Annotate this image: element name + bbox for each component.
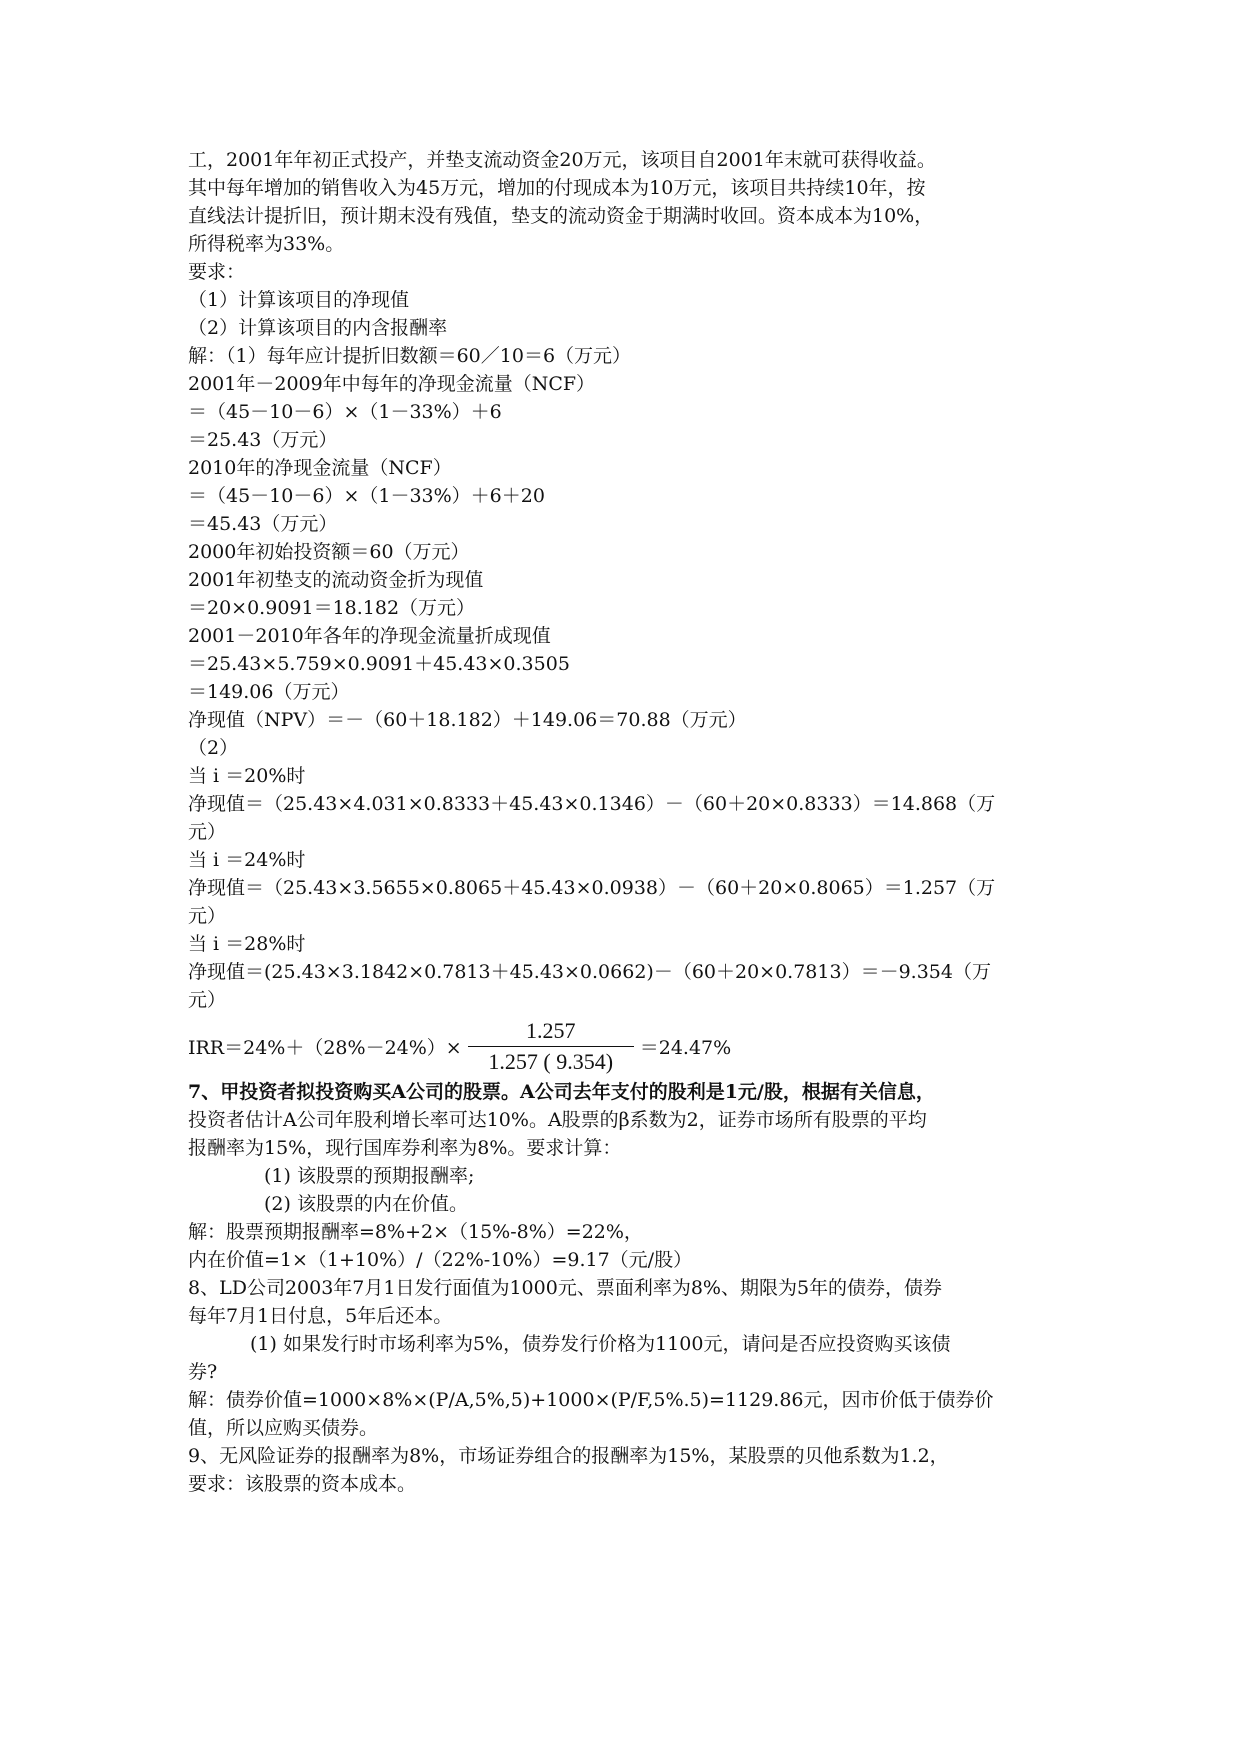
text-line: （1）计算该项目的净现值 xyxy=(188,289,410,311)
text-line: 元） xyxy=(188,821,227,843)
question-7-line: 7、甲投资者拟投资购买A公司的股票。A公司去年支付的股利是1元/股，根据有关信息， xyxy=(188,1081,935,1103)
text-line: 投资者估计A公司年股利增长率可达10%。A股票的β系数为2，证券市场所有股票的平均 xyxy=(188,1109,927,1131)
text-line: (1) 该股票的预期报酬率; xyxy=(264,1165,475,1187)
text-line: 2001年初垫支的流动资金折为现值 xyxy=(188,569,484,591)
text-line: 报酬率为15%，现行国库券利率为8%。要求计算： xyxy=(188,1137,622,1159)
text-line: 值，所以应购买债券。 xyxy=(188,1417,379,1439)
irr-denominator: 1.257 ( 9.354) xyxy=(488,1048,614,1074)
irr-numerator: 1.257 xyxy=(468,1018,634,1047)
text-line: ＝（45－10－6）×（1－33%）＋6 xyxy=(188,401,502,423)
text-line: 解：股票预期报酬率=8%+2×（15%-8%）=22%， xyxy=(188,1221,643,1243)
text-line: 要求： xyxy=(188,261,246,283)
text-line: （2）计算该项目的内含报酬率 xyxy=(188,317,448,339)
text-line: ＝25.43×5.759×0.9091＋45.43×0.3505 xyxy=(188,653,570,675)
text-line: 净现值＝（25.43×4.031×0.8333＋45.43×0.1346）－（60＋20×0.8333）＝14.868（万 xyxy=(188,793,996,815)
text-line: ＝25.43（万元） xyxy=(188,429,338,451)
irr-prefix: IRR＝24%＋（28%－24%）× xyxy=(188,1036,462,1059)
text-line: ＝（45－10－6）×（1－33%）＋6＋20 xyxy=(188,485,545,507)
text-line: （2） xyxy=(188,737,239,759)
text-line: 当 i ＝28%时 xyxy=(188,933,306,955)
irr-formula xyxy=(188,1014,1068,1078)
text-line: 元） xyxy=(188,905,227,927)
question-9-line: 9、无风险证券的报酬率为8%，市场证券组合的报酬率为15%，某股票的贝他系数为1.2， xyxy=(188,1445,949,1467)
text-line: ＝20×0.9091＝18.182（万元） xyxy=(188,597,476,619)
text-line: 直线法计提折旧，预计期末没有残值，垫支的流动资金于期满时收回。资本成本为10%， xyxy=(188,205,934,227)
text-line: ＝45.43（万元） xyxy=(188,513,338,535)
text-line: 工，2001年年初正式投产，并垫支流动资金20万元，该项目自2001年末就可获得收益。 xyxy=(188,149,936,171)
irr-suffix: ＝24.47% xyxy=(639,1036,732,1059)
text-line: 内在价值=1×（1+10%）/（22%-10%）=9.17（元/股） xyxy=(188,1249,693,1271)
question-8-line: 8、LD公司2003年7月1日发行面值为1000元、票面利率为8%、期限为5年的债券，债券 xyxy=(188,1277,943,1299)
text-line: 要求：该股票的资本成本。 xyxy=(188,1473,417,1495)
text-line: 净现值＝（25.43×3.5655×0.8065＋45.43×0.0938）－（60＋20×0.8065）＝1.257（万 xyxy=(188,877,996,899)
text-line: (1) 如果发行时市场利率为5%，债券发行价格为1100元，请问是否应投资购买该债 xyxy=(250,1333,951,1355)
text-line: 2010年的净现金流量（NCF） xyxy=(188,457,452,479)
text-line: 净现值（NPV）＝－（60＋18.182）＋149.06＝70.88（万元） xyxy=(188,709,747,731)
irr-fraction xyxy=(468,1018,634,1075)
text-line: 每年7月1日付息，5年后还本。 xyxy=(188,1305,453,1327)
text-line: 当 i ＝24%时 xyxy=(188,849,306,871)
document-page xyxy=(188,146,1068,1498)
text-line: 2000年初始投资额＝60（万元） xyxy=(188,541,470,563)
text-line: 元） xyxy=(188,989,227,1011)
text-line: 净现值＝(25.43×3.1842×0.7813＋45.43×0.0662)－（60＋20×0.7813）＝－9.354（万 xyxy=(188,961,991,983)
text-line: 其中每年增加的销售收入为45万元，增加的付现成本为10万元，该项目共持续10年，按 xyxy=(188,177,926,199)
text-line: 2001年－2009年中每年的净现金流量（NCF） xyxy=(188,373,596,395)
text-line: ＝149.06（万元） xyxy=(188,681,350,703)
text-line: 当 i ＝20%时 xyxy=(188,765,306,787)
text-line: 所得税率为33%。 xyxy=(188,233,345,255)
text-line: 解：（1）每年应计提折旧数额＝60／10＝6（万元） xyxy=(188,345,632,367)
text-line: 2001－2010年各年的净现金流量折成现值 xyxy=(188,625,551,647)
text-line: 券? xyxy=(188,1361,218,1383)
text-line: 解：债券价值=1000×8%×(P/A,5%,5)+1000×(P/F,5%.5)=1129.86元，因市价低于债券价 xyxy=(188,1389,994,1411)
text-line: (2) 该股票的内在价值。 xyxy=(264,1193,468,1215)
